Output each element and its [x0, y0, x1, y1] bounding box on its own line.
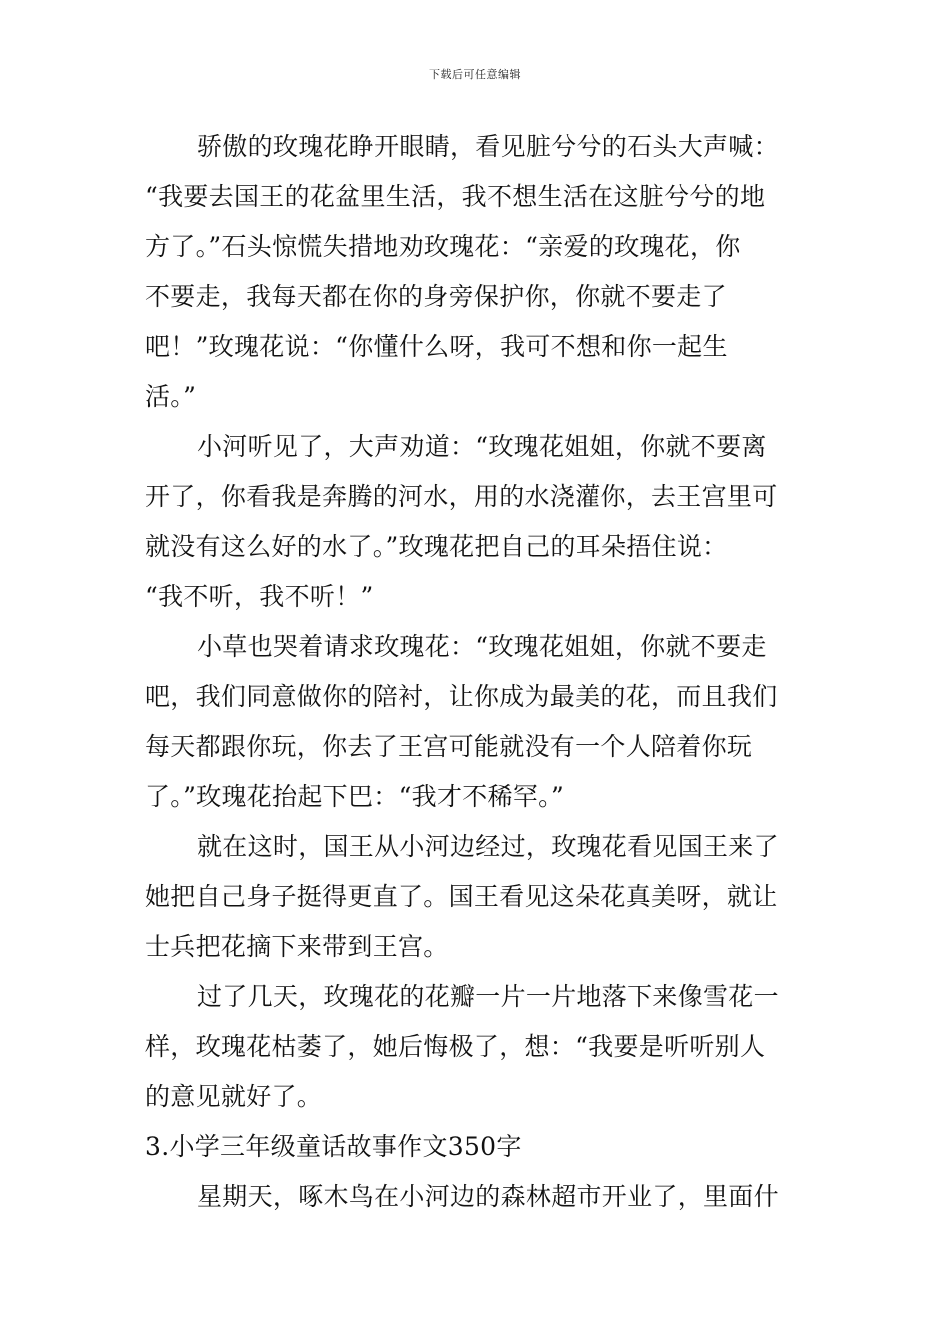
- text-line: 星期天，啄木鸟在小河边的森林超市开业了，里面什: [197, 1182, 779, 1211]
- text-line: 活。”: [145, 382, 197, 411]
- text-line: 骄傲的玫瑰花睁开眼睛，看见脏兮兮的石头大声喊：: [197, 132, 779, 161]
- text-line: 过了几天，玫瑰花的花瓣一片一片地落下来像雪花一: [197, 982, 779, 1011]
- paragraph-4: [145, 822, 813, 972]
- text-line: “我不听，我不听！”: [145, 582, 374, 611]
- text-line: 就在这时，国王从小河边经过，玫瑰花看见国王来了: [197, 832, 779, 861]
- paragraph-6: [145, 1172, 813, 1222]
- text-line: “我要去国王的花盆里生活，我不想生活在这脏兮兮的地: [145, 182, 766, 211]
- page-header-note: 下载后可任意编辑: [429, 68, 521, 81]
- text-line: 就没有这么好的水了。”玫瑰花把自己的耳朵捂住说：: [145, 532, 728, 561]
- text-line: 的意见就好了。: [145, 1082, 323, 1111]
- paragraph-5: [145, 972, 813, 1122]
- document-body: [145, 122, 813, 1222]
- text-line: 小河听见了，大声劝道：“玫瑰花姐姐，你就不要离: [197, 432, 767, 461]
- paragraph-3: [145, 622, 813, 822]
- text-line: 开了，你看我是奔腾的河水，用的水浇灌你，去王宫里可: [145, 482, 778, 511]
- text-line: 她把自己身子挺得更直了。国王看见这朵花真美呀，就让: [145, 882, 778, 911]
- paragraph-1: [145, 122, 813, 422]
- text-line: 吧！”玫瑰花说：“你懂什么呀，我可不想和你一起生: [145, 332, 728, 361]
- text-line: 士兵把花摘下来带到王宫。: [145, 932, 449, 961]
- text-line: 不要走，我每天都在你的身旁保护你，你就不要走了: [145, 282, 727, 311]
- text-line: 方了。”石头惊慌失措地劝玫瑰花：“亲爱的玫瑰花，你: [145, 232, 741, 261]
- text-line: 小草也哭着请求玫瑰花：“玫瑰花姐姐，你就不要走: [197, 632, 767, 661]
- section-heading: 3.小学三年级童话故事作文350字: [145, 1132, 522, 1161]
- text-line: 每天都跟你玩，你去了王宫可能就没有一个人陪着你玩: [145, 732, 753, 761]
- paragraph-2: [145, 422, 813, 622]
- text-line: 了。”玫瑰花抬起下巴：“我才不稀罕。”: [145, 782, 565, 811]
- text-line: 样，玫瑰花枯萎了，她后悔极了，想：“我要是听听别人: [145, 1032, 766, 1061]
- text-line: 吧，我们同意做你的陪衬，让你成为最美的花，而且我们: [145, 682, 778, 711]
